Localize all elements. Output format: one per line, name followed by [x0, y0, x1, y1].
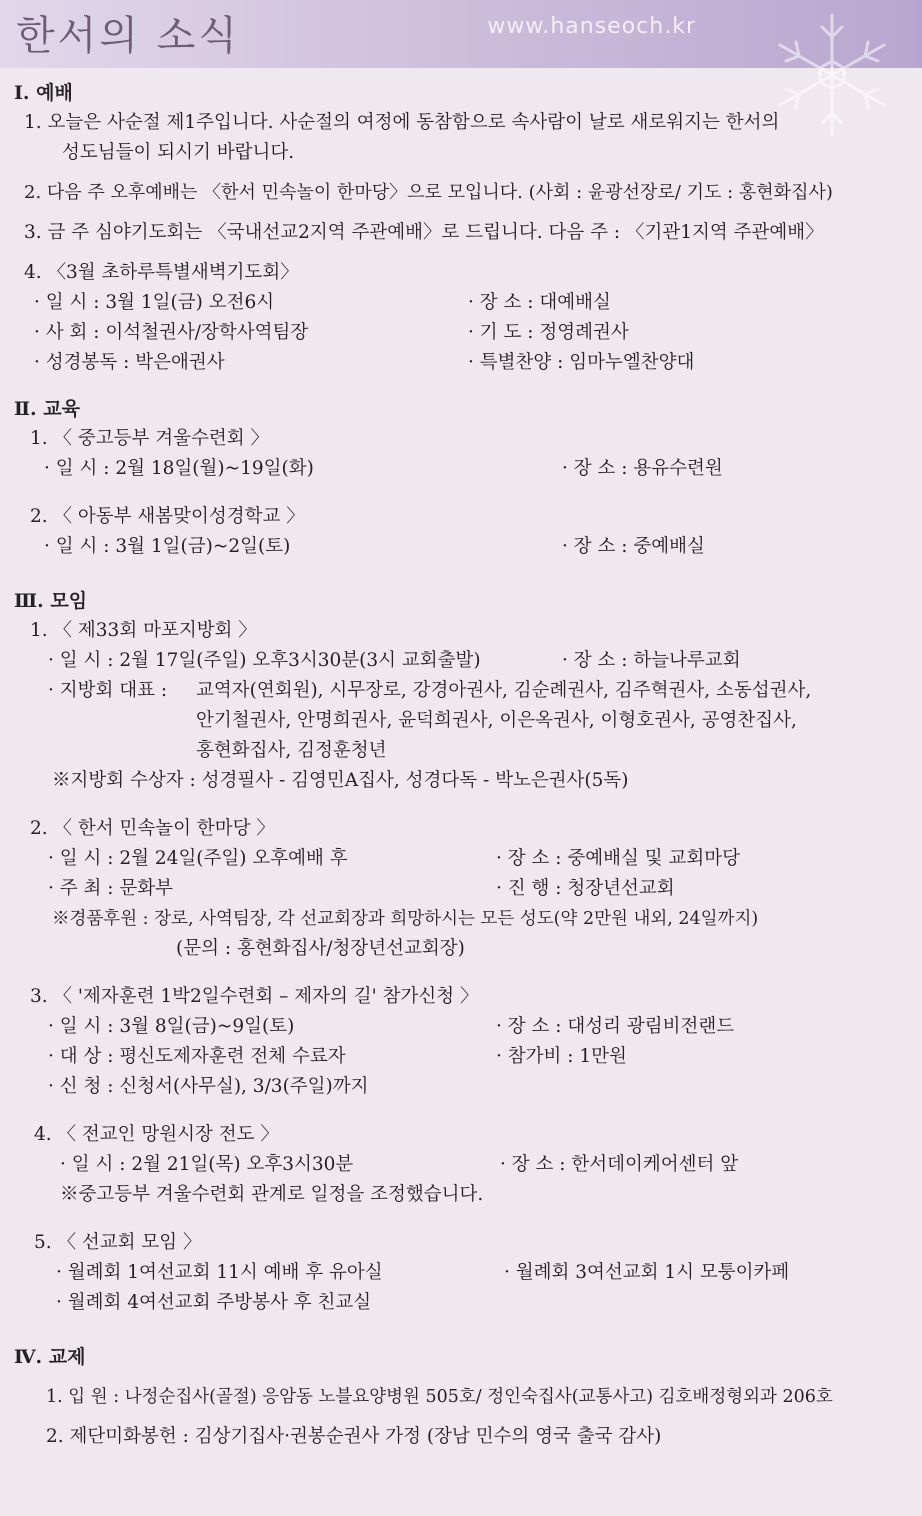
meeting-item-1: 1. 〈 제33회 마포지방회 〉: [30, 620, 257, 641]
bible-school-place: · 장 소 : 중예배실: [562, 536, 705, 557]
district-award-note: ※지방회 수상자 : 성경필사 - 김영민A집사, 성경다독 - 박노은권사(5독): [52, 770, 629, 791]
education-item-1: 1. 〈 중고등부 겨울수련회 〉: [30, 428, 270, 449]
winter-retreat-place: · 장 소 : 용유수련원: [562, 458, 723, 479]
worship-item-1: 1. 오늘은 사순절 제1주입니다. 사순절의 여정에 동참함으로 속사람이 날로 새로워지는 한서의: [24, 112, 780, 133]
discipleship-target: · 대 상 : 평신도제자훈련 전체 수료자: [48, 1046, 346, 1067]
folk-games-host: · 주 최 : 문화부: [48, 878, 173, 899]
district-meeting-date: · 일 시 : 2월 17일(주일) 오후3시30분(3시 교회출발): [48, 650, 481, 671]
mission-meeting-3: · 월례회 3여선교회 1시 모퉁이카페: [504, 1262, 790, 1283]
delegates-line-2: 안기철권사, 안명희권사, 윤덕희권사, 이은옥권사, 이형호권사, 공영찬집사,: [196, 710, 797, 731]
meeting-item-2-row-2: [0, 874, 922, 904]
section-worship-title: Ⅰ. 예배: [14, 82, 73, 104]
meeting-item-4-row: [0, 1150, 922, 1180]
dawn-prayer-host: · 사 회 : 이석철권사/장학사역팀장: [34, 322, 309, 343]
meeting-item-5-row-2: [0, 1288, 922, 1318]
meeting-item-2: 2. 〈 한서 민속놀이 한마당 〉: [30, 818, 275, 839]
prize-sponsor-note: ※경품후원 : 장로, 사역팀장, 각 선교회장과 희망하시는 모든 성도(약 2만원 내외, 24일까지): [52, 909, 759, 929]
market-evangelism-place: · 장 소 : 한서데이케어센터 앞: [500, 1154, 739, 1175]
delegates-line-3: 홍현화집사, 김정훈청년: [196, 740, 387, 761]
dawn-prayer-date: · 일 시 : 3월 1일(금) 오전6시: [34, 292, 275, 313]
bible-school-date: · 일 시 : 3월 1일(금)~2일(토): [44, 536, 291, 557]
worship-item-4: 4. 〈3월 초하루특별새벽기도회〉: [24, 262, 299, 283]
section-meetings-title: Ⅲ. 모임: [14, 590, 88, 612]
fellowship-item-2: 2. 제단미화봉헌 : 김상기집사·권봉순권사 가정 (장남 민수의 영국 출국 감사): [46, 1426, 662, 1447]
delegates-line-1: 교역자(연회원), 시무장로, 강경아권사, 김순례권사, 김주혁권사, 소동섭권사,: [196, 680, 812, 701]
meeting-item-2-row-1: [0, 844, 922, 874]
education-item-2-row: [0, 532, 922, 562]
education-item-1-row: [0, 454, 922, 484]
education-item-2: 2. 〈 아동부 새봄맞이성경학교 〉: [30, 506, 305, 527]
meeting-item-3-row-3: [0, 1072, 922, 1102]
fellowship-item-1: 1. 입 원 : 나정순집사(골절) 응암동 노블요양병원 505호/ 정인숙집사(교통사고) 김호배정형외과 206호: [46, 1387, 833, 1407]
folk-games-run: · 진 행 : 청장년선교회: [496, 878, 675, 899]
delegates-label: · 지방회 대표 :: [48, 680, 168, 701]
discipleship-apply: · 신 청 : 신청서(사무실), 3/3(주일)까지: [48, 1076, 369, 1097]
discipleship-date: · 일 시 : 3월 8일(금)~9일(토): [48, 1016, 295, 1037]
meeting-item-1-row: [0, 646, 922, 676]
folk-games-date: · 일 시 : 2월 24일(주일) 오후예배 후: [48, 848, 348, 869]
folk-games-place: · 장 소 : 중예배실 및 교회마당: [496, 848, 740, 869]
worship-item-4-row-1: [0, 288, 922, 318]
meeting-item-5: 5. 〈 선교회 모임 〉: [34, 1232, 202, 1253]
bulletin-body: [0, 72, 922, 1452]
meeting-item-1-delegates-2: [0, 706, 922, 736]
worship-item-2: 2. 다음 주 오후예배는 〈한서 민속놀이 한마당〉으로 모입니다. (사회 : 윤광선장로/ 기도 : 홍현화집사): [24, 182, 833, 203]
discipleship-fee: · 참가비 : 1만원: [496, 1046, 627, 1067]
market-evangelism-date: · 일 시 : 2월 21일(목) 오후3시30분: [60, 1154, 354, 1175]
meeting-item-5-row-1: [0, 1258, 922, 1288]
section-education-title: Ⅱ. 교육: [14, 398, 80, 420]
worship-item-4-row-2: [0, 318, 922, 348]
meeting-item-1-award: [0, 766, 922, 796]
meeting-item-3: 3. 〈 '제자훈련 1박2일수련회 – 제자의 길' 참가신청 〉: [30, 986, 479, 1007]
dawn-prayer-choir: · 특별찬양 : 임마누엘찬양대: [468, 352, 695, 373]
worship-item-1-cont: 성도님들이 되시기 바랍니다.: [62, 142, 295, 163]
mission-meeting-1: · 월례회 1여선교회 11시 예배 후 유아실: [56, 1262, 383, 1283]
dawn-prayer-place: · 장 소 : 대예배실: [468, 292, 611, 313]
meeting-item-3-row-2: [0, 1042, 922, 1072]
prize-contact: (문의 : 홍현화집사/청장년선교회장): [176, 938, 465, 959]
dawn-prayer-reading: · 성경봉독 : 박은애권사: [34, 352, 225, 373]
discipleship-place: · 장 소 : 대성리 광림비전랜드: [496, 1016, 735, 1037]
district-meeting-place: · 장 소 : 하늘나루교회: [562, 650, 741, 671]
meeting-item-1-delegates: [0, 676, 922, 706]
website-url[interactable]: www.hanseoch.kr: [487, 14, 696, 39]
worship-item-4-row-3: [0, 348, 922, 378]
dawn-prayer-prayer: · 기 도 : 정영례권사: [468, 322, 629, 343]
meeting-item-4-note-row: [0, 1180, 922, 1210]
section-fellowship-title: Ⅳ. 교제: [14, 1346, 86, 1368]
meeting-item-2-prize: [0, 904, 922, 934]
meeting-item-3-row-1: [0, 1012, 922, 1042]
worship-item-3: 3. 금 주 심야기도회는 〈국내선교2지역 주관예배〉로 드립니다. 다음 주 : 〈기관1지역 주관예배〉: [24, 222, 824, 243]
meeting-item-2-contact: [0, 934, 922, 964]
market-evangelism-note: ※중고등부 겨울수련회 관계로 일정을 조정했습니다.: [60, 1184, 484, 1205]
page-title: 한서의 소식: [16, 13, 240, 59]
header-banner: [0, 0, 922, 68]
meeting-item-1-delegates-3: [0, 736, 922, 766]
mission-meeting-4: · 월례회 4여선교회 주방봉사 후 친교실: [56, 1292, 372, 1313]
winter-retreat-date: · 일 시 : 2월 18일(월)~19일(화): [44, 458, 314, 479]
meeting-item-4: 4. 〈 전교인 망원시장 전도 〉: [34, 1124, 279, 1145]
